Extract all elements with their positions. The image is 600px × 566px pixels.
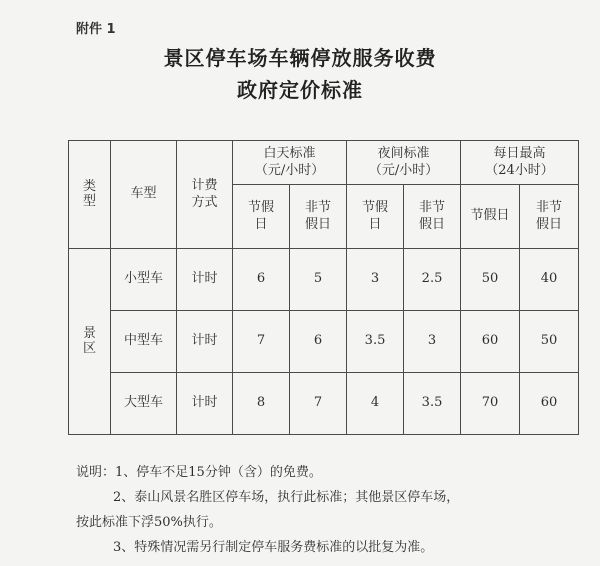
- header-day-non-holiday: 非节假日: [290, 185, 347, 249]
- day-non-holiday-cell: 7: [290, 373, 347, 435]
- header-daily-max: [461, 141, 579, 185]
- day-non-holiday-cell: 5: [290, 249, 347, 311]
- note-1: 说明：1、停车不足15分钟（含）的免费。: [76, 465, 322, 480]
- night-holiday-cell: 3: [347, 249, 404, 311]
- night-non-holiday-cell: 3.5: [404, 373, 461, 435]
- day-non-holiday-cell: 6: [290, 311, 347, 373]
- table-row: [69, 373, 579, 435]
- header-max-non-holiday: 非节假日: [520, 185, 579, 249]
- header-night-holiday: 节假日: [347, 185, 404, 249]
- billing-cell: 计时: [177, 373, 233, 435]
- header-day-rate-unit: （元/小时）: [254, 162, 325, 178]
- table-row: [69, 249, 579, 311]
- category-cell: 景区: [69, 249, 111, 435]
- day-holiday-cell: 8: [233, 373, 290, 435]
- parking-fee-table: [68, 140, 579, 435]
- header-day-rate: [233, 141, 347, 185]
- header-vehicle-type: 车型: [111, 141, 177, 249]
- night-holiday-cell: 3.5: [347, 311, 404, 373]
- night-non-holiday-cell: 3: [404, 311, 461, 373]
- night-holiday-cell: 4: [347, 373, 404, 435]
- night-non-holiday-cell: 2.5: [404, 249, 461, 311]
- attachment-label: 附件 1: [76, 22, 116, 37]
- day-holiday-cell: 6: [233, 249, 290, 311]
- header-max-holiday: 节假日: [461, 185, 520, 249]
- header-night-rate-label: 夜间标准: [377, 146, 430, 162]
- max-holiday-cell: 70: [461, 373, 520, 435]
- max-non-holiday-cell: 60: [520, 373, 579, 435]
- notes-prefix: 说明：: [76, 465, 116, 480]
- note-2: 2、泰山风景名胜区停车场，执行此标准；其他景区停车场，: [113, 490, 460, 505]
- day-holiday-cell: 7: [233, 311, 290, 373]
- vehicle-type-cell: 中型车: [111, 311, 177, 373]
- header-day-rate-label: 白天标准: [263, 146, 316, 162]
- max-non-holiday-cell: 40: [520, 249, 579, 311]
- header-daily-max-label: 每日最高: [493, 146, 546, 162]
- header-day-holiday: 节假日: [233, 185, 290, 249]
- header-daily-max-unit: （24小时）: [485, 162, 554, 178]
- document-subtitle: 政府定价标准: [237, 78, 363, 102]
- note-3: 3、特殊情况需另行制定停车服务费标准的以批复为准。: [113, 540, 434, 555]
- max-holiday-cell: 60: [461, 311, 520, 373]
- max-non-holiday-cell: 50: [520, 311, 579, 373]
- note-2-continued: 按此标准下浮50%执行。: [76, 515, 222, 530]
- header-category: 类型: [69, 141, 111, 249]
- header-night-non-holiday: 非节假日: [404, 185, 461, 249]
- document-title: 景区停车场车辆停放服务收费: [163, 46, 437, 70]
- header-night-rate-unit: （元/小时）: [368, 162, 439, 178]
- notes-section: [76, 460, 576, 560]
- header-billing-method: 计费方式: [177, 141, 233, 249]
- table-row: [69, 311, 579, 373]
- header-row-1: [69, 141, 579, 185]
- header-night-rate: [347, 141, 461, 185]
- max-holiday-cell: 50: [461, 249, 520, 311]
- vehicle-type-cell: 大型车: [111, 373, 177, 435]
- vehicle-type-cell: 小型车: [111, 249, 177, 311]
- billing-cell: 计时: [177, 249, 233, 311]
- billing-cell: 计时: [177, 311, 233, 373]
